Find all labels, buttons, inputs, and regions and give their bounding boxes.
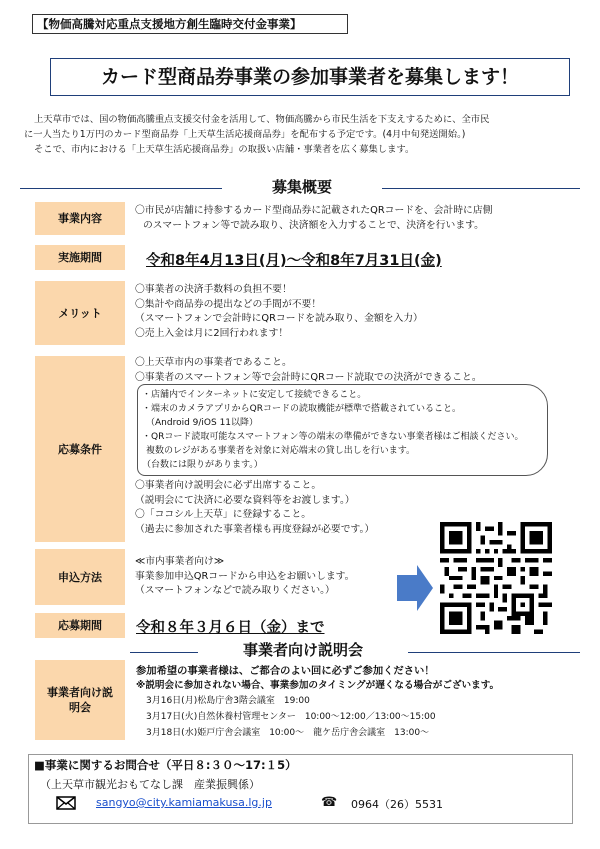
briefing-label: 事業者向け説明会 bbox=[35, 660, 125, 740]
content-text: 〇市民が店舗に持参するカード型商品券に記載されたQRコードを、会計時に店側 のスマートフォン等で読み取り、決済額を入力することで、決済を行います。 bbox=[135, 205, 493, 231]
contact-title: ■事業に関するお問合せ（平日８:３０～17:１5） bbox=[34, 758, 297, 772]
intro-text bbox=[24, 112, 584, 157]
page-title: カード型商品券事業の参加事業者を募集します！ bbox=[50, 58, 570, 96]
conditions-bottom: 〇事業者向け説明会に必ず出席すること。 （説明会にて決済に必要な資料等をお渡します。） 〇「ココシル上天草」に登録すること。 （過去に参加された事業者様も再度登録が必要です。） bbox=[135, 480, 375, 535]
conditions-label: 応募条件 bbox=[35, 356, 125, 542]
qr-code[interactable] bbox=[440, 522, 552, 634]
overview-heading: 募集概要 bbox=[222, 176, 382, 197]
deadline-label: 応募期間 bbox=[35, 613, 125, 638]
contact-email-link[interactable]: sangyo@city.kamiamakusa.lg.jp bbox=[96, 796, 272, 809]
contact-phone: 0964（26）5531 bbox=[351, 798, 443, 811]
mail-icon bbox=[56, 796, 76, 810]
conditions-top: 〇上天草市内の事業者であること。 〇事業者のスマートフォン等で会計時にQRコード読取での決済ができること。 bbox=[135, 357, 482, 383]
apply-label: 申込方法 bbox=[35, 549, 125, 605]
intro-line: 上天草市では、国の物価高騰重点支援交付金を活用して、物価高騰から市民生活を下支えするために、全市民 bbox=[34, 114, 490, 125]
phone-icon: ☎ bbox=[321, 795, 338, 810]
program-name: 【物価高騰対応重点支援地方創生臨時交付金事業】 bbox=[32, 14, 348, 34]
briefing-heading: 事業者向け説明会 bbox=[198, 639, 408, 660]
apply-text: ≪市内事業者向け≫ 事業参加申込QRコードから申込をお願いします。 （スマートフォンなどで読み取りください。） bbox=[135, 556, 355, 596]
merit-text: 〇事業者の決済手数料の負担不要！ 〇集計や商品券の提出などの手間が不要！ （スマートフォンで会計時にQRコードを読み取り、金額を入力） 〇売上入金は月に2回行われます！ bbox=[135, 284, 423, 339]
contact-dept: （上天草市観光おもてなし課 産業振興係） bbox=[40, 778, 260, 791]
merit-label: メリット bbox=[35, 281, 125, 345]
intro-line: に一人当たり1万円のカード型商品券「上天草生活応援商品券」を配布する予定です。(4月中旬発送開始。) bbox=[24, 129, 466, 140]
conditions-bullets: ・店舗内でインターネットに安定して接続できること。 ・端末のカメラアプリからQRコードの読取機能が標準で搭載されていること。 （Android 9/iOS 11以降） ・QRコード読取可能なスマートフォン等の端末の準備ができない事業者様はご相談ください。 複数のレジがある事業者を対象に対応端末の貸し出しを行います。 （台数には限りがあります。） bbox=[142, 390, 524, 470]
intro-line: そこで、市内における「上天草生活応援商品券」の取扱い店舗・事業者を広く募集します。 bbox=[34, 144, 415, 155]
content-label: 事業内容 bbox=[35, 202, 125, 235]
briefing-text: 参加希望の事業者様は、ご都合のよい回に必ずご参加ください！ ※説明会に参加されない場合、事業参加のタイミングが遅くなる場合がございます。 3月16日(月)松島庁舎3階会議室 19:00 3月17日(火)自然休養村管理センター 10:00～12:00／13:00～15:00 3月18日(水)姫戸庁舎会議室 10:00～ 龍ケ岳庁舎会議室 13:00～ bbox=[136, 665, 500, 738]
arrow-right-icon bbox=[397, 565, 433, 611]
period-value: 令和8年4月13日(月)～令和8年7月31日(金) bbox=[146, 253, 442, 269]
deadline-value: 令和８年３月６日（金）まで bbox=[136, 620, 325, 636]
period-label: 実施期間 bbox=[35, 245, 125, 270]
